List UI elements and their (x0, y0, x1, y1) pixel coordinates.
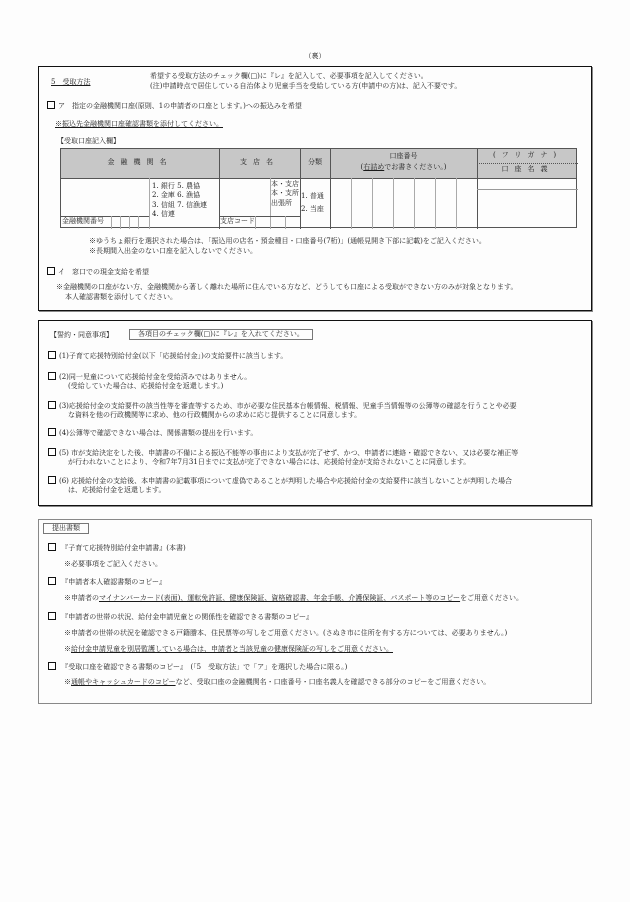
branch-code-label: 支店コード (220, 217, 255, 225)
pledge-5-checkbox[interactable] (48, 448, 56, 456)
pledge-item-2[interactable]: (2)同一児童について応援給付金を受給済みではありません。 (48, 372, 251, 382)
pledge-3-checkbox[interactable] (48, 401, 56, 409)
documents-title: 提出書類 (43, 523, 89, 534)
header-bank-name: 金融機関名 (107, 158, 173, 166)
header-account-holder: 口座名義 (501, 165, 554, 173)
bank-type-options: 1. 銀行 5. 農協 2. 金庫 6. 漁協 3. 信組 7. 信漁連 4. 信連 (152, 182, 208, 219)
option-b[interactable] (47, 267, 149, 277)
pledge-section (38, 320, 592, 506)
pledge-2-checkbox[interactable] (48, 372, 56, 380)
pledge-instruction: 各項目のチェック欄(□)に『レ』を入れてください。 (129, 329, 313, 340)
pledge-6-continued: は、応援給付金を返還します。 (68, 486, 166, 494)
pledge-4-checkbox[interactable] (48, 428, 56, 436)
header-account-number: 口座番号 (389, 152, 418, 160)
document-2-note: ※申請者のマイナンバーカード(表面)、運転免許証、健康保険証、資格確認書、年金手帳、介護保険証、パスポート等のコピーをご用意ください。 (64, 594, 524, 602)
option-a-checkbox[interactable] (47, 101, 55, 109)
bank-name-input[interactable] (61, 178, 149, 216)
document-4-checkbox[interactable] (48, 662, 56, 670)
option-a-label: ア 指定の金融機関口座(原則、1の申請者の口座とします。)への振込みを希望 (58, 102, 302, 110)
option-b-id-note: 本人確認書類を添付してください。 (65, 293, 177, 301)
required-documents-section (38, 519, 592, 704)
pledge-title: 【誓約・同意事項】 (50, 331, 113, 339)
account-holder-input[interactable] (477, 190, 578, 229)
pledge-1-checkbox[interactable] (48, 351, 56, 359)
pledge-item-6[interactable]: (6) 応援給付金の支給後、本申請書の記載事項について虚偽であることが判明した場合や応援給付金の支給要件に該当しないことが判明した場合 (48, 476, 512, 486)
account-table-title: 【受取口座記入欄】 (57, 137, 120, 145)
document-3-note-2: ※給付金申請児童を別居監護している場合は、申請者と当該児童の健康保険証の写しをご用意ください。 (64, 645, 393, 653)
account-type-options: 1. 普通 2. 当座 (301, 192, 324, 214)
document-2-checkbox[interactable] (48, 577, 56, 585)
option-a-note: ※振込先金融機関口座確認書類を添付してください。 (55, 120, 223, 128)
page-side-label: （裏） (304, 52, 326, 60)
receipt-method-section (38, 66, 592, 311)
bank-code-label: 金融機関番号 (62, 217, 104, 225)
header-type: 分類 (308, 158, 322, 166)
yucho-note: ※ゆうちょ銀行を選択された場合は、「振込用の店名・預金種目・口座番号(7桁)」(通帳見開き下部に記載)をご記入ください。 (89, 237, 486, 245)
option-a[interactable] (47, 101, 302, 111)
branch-type-options: 本・支店 本・支所 出張所 (271, 180, 299, 207)
pledge-2-continued: (受給していた場合は、応援給付金を返還します。) (68, 382, 224, 390)
pledge-item-1[interactable]: (1)子育て応援特別給付金(以下「応援給付金」)の支給要件に該当します。 (48, 351, 287, 361)
document-1-note: ※必要事項をご記入ください。 (64, 560, 162, 568)
section-title: 5 受取方法 (51, 78, 91, 86)
document-1-checkbox[interactable] (48, 543, 56, 551)
section-note: (注)申請時点で居住している自治体より児童手当を受給している方(申請中の方)は、記入不要です。 (150, 82, 462, 90)
header-furigana: (フリガナ) (492, 151, 563, 159)
option-b-label: イ 窓口での現金支給を希望 (58, 268, 149, 276)
account-entry-table (60, 148, 577, 228)
document-item-household[interactable]: 『申請者の世帯の状況、給付金申請児童との関係性を確認できる書類のコピー』 (48, 612, 313, 622)
document-item-account-copy[interactable]: 『受取口座を確認できる書類のコピー』 (「5 受取方法」で「ア」を選択した場合に限る。) (48, 662, 347, 672)
pledge-item-3[interactable]: (3)応援給付金の支給要件の該当性等を審査等するため、市が必要な住民基本台帳情報、税情報、児童手当情報等の公簿等の確認を行うことや必要 (48, 401, 517, 411)
option-b-note: ※金融機関の口座がない方、金融機関から著しく離れた場所に住んでいる方など、どうしても口座による受取ができない方のみが対象となります。 (56, 283, 518, 291)
pledge-item-5[interactable]: (5) 市が支給決定をした後、申請書の不備による振込不能等の事由により支払が完了せず、かつ、申請者に連絡・確認できない、又は必要な補正等 (48, 448, 518, 458)
furigana-input[interactable] (477, 178, 578, 189)
pledge-5-continued: が行われないことにより、令和7年7月31日までに支払が完了できない場合には、応援給付金が支給されないことに同意します。 (68, 458, 471, 466)
document-item-id-copy[interactable]: 『申請者本人確認書類のコピー』 (48, 577, 166, 587)
document-3-note-1: ※申請者の世帯の状況を確認できる戸籍謄本、住民票等の写しをご用意ください。(さぬき市に住所を有する方については、必要ありません。) (64, 629, 508, 637)
header-branch-name: 支店名 (240, 158, 279, 166)
dormant-account-note: ※長期間入出金のない口座を記入しないでください。 (89, 247, 257, 255)
document-4-note: ※通帳やキャッシュカードのコピーなど、受取口座の金融機関名・口座番号・口座名義人を確認できる部分のコピーをご用意ください。 (64, 678, 491, 686)
document-3-checkbox[interactable] (48, 612, 56, 620)
pledge-6-checkbox[interactable] (48, 476, 56, 484)
pledge-item-4[interactable]: (4)公簿等で確認できない場合は、関係書類の提出を行います。 (48, 428, 257, 438)
pledge-3-continued: な資料を他の行政機関等に求め、他の行政機関からの求めに応じ提供することに同意します。 (68, 411, 362, 419)
account-number-input[interactable] (330, 178, 477, 229)
branch-name-input[interactable] (219, 178, 270, 216)
option-b-checkbox[interactable] (47, 267, 55, 275)
document-item-application[interactable]: 『子育て応援特別給付金申請書』(本書) (48, 543, 186, 553)
section-instruction: 希望する受取方法のチェック欄(□)に『レ』を記入して、必要事項を記入してください。 (150, 72, 428, 80)
header-account-number-note: (右詰めでお書きください。) (360, 163, 447, 171)
